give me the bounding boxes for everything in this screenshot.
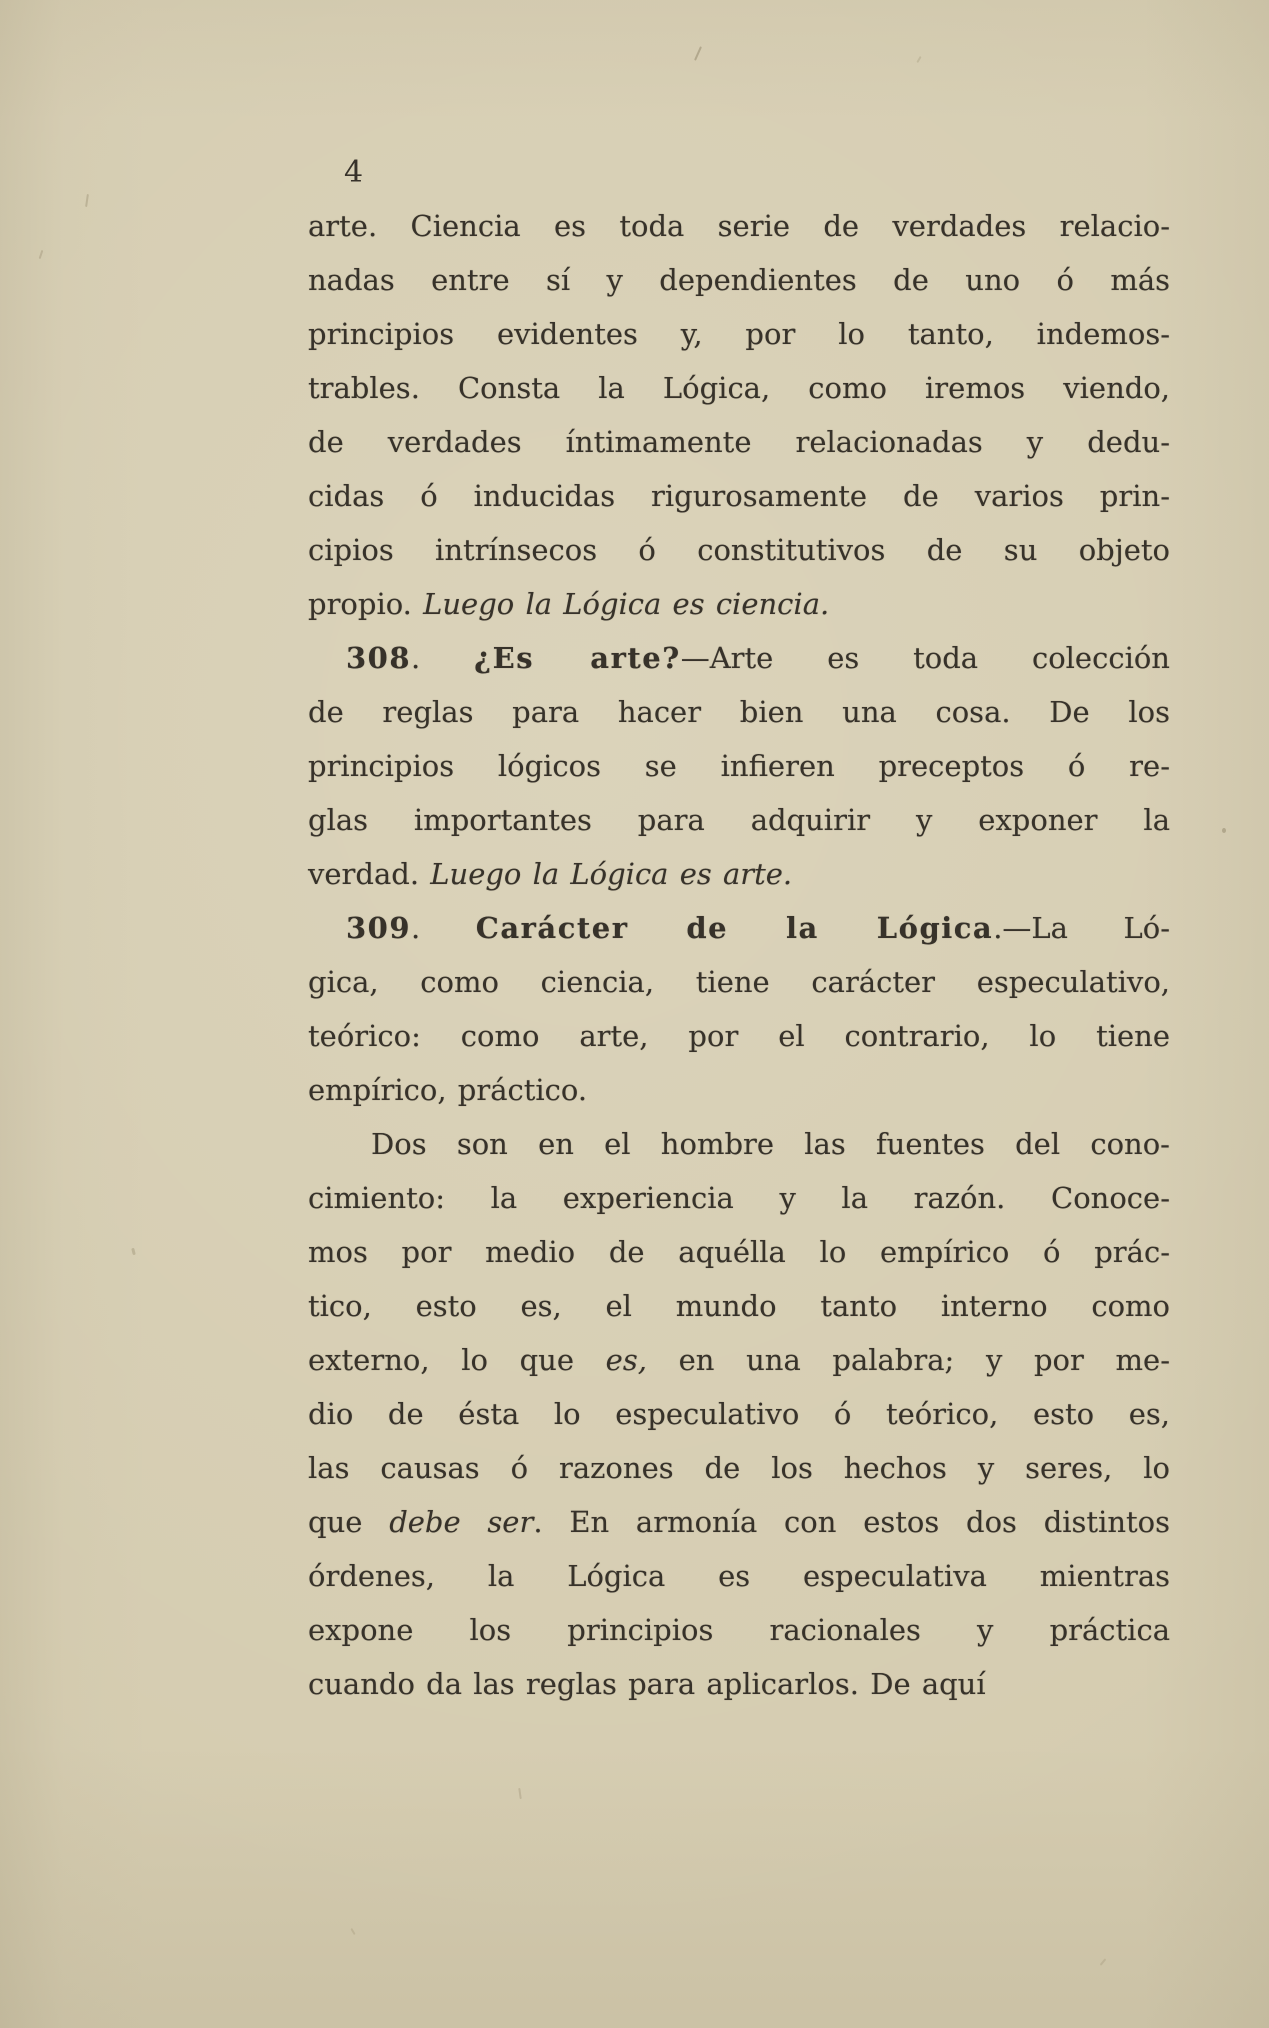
paper-speck [1100, 1958, 1107, 1965]
text-line [308, 523, 1170, 577]
body-text: externo, lo que [308, 1343, 606, 1377]
text-line [308, 1117, 1170, 1171]
body-text: cidas ó inducidas rigurosamente de varios prin- [308, 479, 1170, 513]
text-line [308, 1495, 1170, 1549]
body-text: —Arte es toda colección [680, 641, 1170, 675]
text-line [308, 847, 1170, 901]
text-line [308, 1279, 1170, 1333]
text-line [308, 469, 1170, 523]
italic-text: debe ser [389, 1505, 534, 1539]
body-text: las causas ó razones de los hechos y seres, lo [308, 1451, 1170, 1485]
text-line [308, 1387, 1170, 1441]
body-text: cimiento: la experiencia y la razón. Conoce- [308, 1181, 1170, 1215]
body-text: de verdades íntimamente relacionadas y dedu- [308, 425, 1170, 459]
italic-text: Luego la Lógica es ciencia. [423, 587, 830, 621]
body-text: de reglas para hacer bien una cosa. De los [308, 695, 1170, 729]
body-text: . [411, 911, 476, 945]
body-text: verdad. [308, 857, 431, 891]
text-line [308, 1549, 1170, 1603]
body-text: en una palabra; y por me- [646, 1343, 1171, 1377]
body-text: expone los principios racionales y práctica [308, 1613, 1170, 1647]
body-text: empírico, práctico. [308, 1073, 588, 1107]
text-line [308, 199, 1170, 253]
text-line [308, 253, 1170, 307]
body-text: nadas entre sí y dependientes de uno ó más [308, 263, 1170, 297]
italic-text: es, [605, 1343, 647, 1377]
body-text: cuando da las reglas para aplicarlos. De aquí [308, 1667, 986, 1701]
text-line [308, 1441, 1170, 1495]
text-line [308, 739, 1170, 793]
body-text: mos por medio de aquélla lo empírico ó prác- [308, 1235, 1170, 1269]
text-line [308, 1225, 1170, 1279]
paper-speck [916, 56, 921, 63]
body-text: . En armonía con estos dos distintos [533, 1505, 1171, 1539]
text-line [308, 1657, 1170, 1711]
text-line [308, 1333, 1170, 1387]
text-line [308, 631, 1170, 685]
body-text: tico, esto es, el mundo tanto interno como [308, 1289, 1170, 1323]
bold-text: ¿Es arte? [474, 641, 681, 675]
body-text: trables. Consta la Lógica, como iremos viendo, [308, 371, 1170, 405]
body-text: teórico: como arte, por el contrario, lo tiene [308, 1019, 1170, 1053]
body-text: gica, como ciencia, tiene carácter especulativo, [308, 965, 1170, 999]
body-text: principios lógicos se infieren preceptos ó re- [308, 749, 1170, 783]
italic-text: Luego la Lógica es arte. [430, 857, 793, 891]
body-text: que [308, 1505, 390, 1539]
paper-speck [1222, 828, 1226, 833]
text-line [308, 307, 1170, 361]
paper-speck [85, 194, 89, 207]
body-text: propio. [308, 587, 424, 621]
paper-speck [518, 1788, 522, 1799]
text-line [308, 901, 1170, 955]
text-line [308, 685, 1170, 739]
paper-speck [694, 46, 702, 61]
page-number: 4 [344, 155, 364, 190]
body-text: glas importantes para adquirir y exponer la [308, 803, 1170, 837]
body-text: principios evidentes y, por lo tanto, indemos- [308, 317, 1170, 351]
body-text: dio de ésta lo especulativo ó teórico, esto es, [308, 1397, 1170, 1431]
bold-text: 309 [346, 911, 412, 945]
paper-speck [39, 250, 44, 259]
paper-speck [350, 1928, 355, 1935]
text-line [308, 955, 1170, 1009]
text-line [308, 793, 1170, 847]
text-line [308, 1009, 1170, 1063]
body-text: arte. Ciencia es toda serie de verdades relacio- [308, 209, 1170, 243]
text-line [308, 1603, 1170, 1657]
body-text: Dos son en el hombre las fuentes del cono- [371, 1127, 1170, 1161]
text-line [308, 1171, 1170, 1225]
text-line [308, 361, 1170, 415]
body-text: . [411, 641, 475, 675]
body-text: cipios intrínsecos ó constitutivos de su objeto [308, 533, 1170, 567]
text-line [308, 577, 1170, 631]
bold-text: Carácter de la Lógica [475, 911, 994, 945]
text-line [308, 415, 1170, 469]
body-text: .—La Ló- [993, 911, 1170, 945]
bold-text: 308 [346, 641, 412, 675]
body-text: órdenes, la Lógica es especulativa mientras [308, 1559, 1170, 1593]
text-block [308, 199, 1170, 1711]
text-line [308, 1063, 1170, 1117]
paper-speck [131, 1248, 136, 1256]
